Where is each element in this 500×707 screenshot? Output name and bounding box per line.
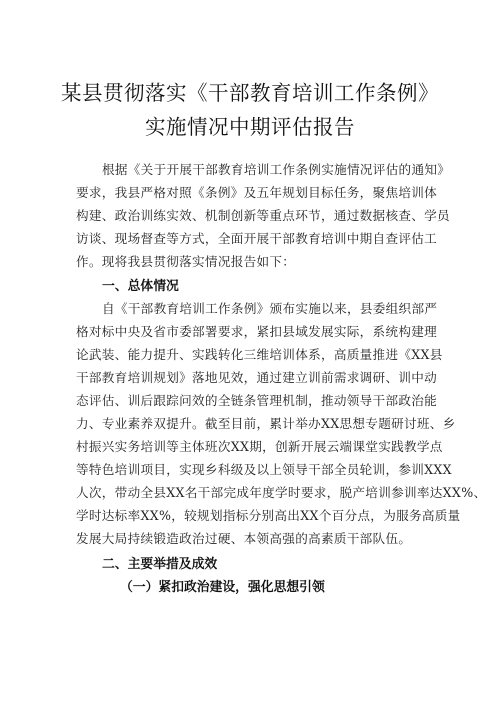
section1-line: 等特色培训项目，实现乡科级及以上领导干部全员轮训，参训XXX <box>76 462 452 477</box>
section1-line: 论武装、能力提升、实践转化三维培训体系，高质量推进《XX县 <box>76 347 443 362</box>
section-heading-measures: 二、主要举措及成效 <box>102 557 218 572</box>
section1-line: 村振兴实务培训等主体班次XX期，创新开展云端课堂实践教学点 <box>76 439 443 454</box>
section1-line: 态评估、训后跟踪问效的全链条管理机制，推动领导干部政治能 <box>76 393 438 408</box>
section1-line: 发展大局持续锻造政治过硬、本领高强的高素质干部队伍。 <box>76 531 412 546</box>
section1-line: 干部教育培训规划》落地见效，通过建立训前需求调研、训中动 <box>76 370 438 385</box>
section1-line: 自《干部教育培训工作条例》颁布实施以来，县委组织部严 <box>102 301 438 316</box>
section1-line: 格对标中央及省市委部署要求，紧扣县域发展实际，系统构建理 <box>76 324 438 339</box>
intro-line: 作。现将我县贯彻落实情况报告如下： <box>76 254 296 269</box>
document-title-line-1: 某县贯彻落实《干部教育培训工作条例》 <box>61 81 439 105</box>
section1-line: 人次，带动全县XX名干部完成年度学时要求，脱产培训参训率达XX%、 <box>76 485 487 500</box>
intro-line: 构建、政治训练实效、机制创新等重点环节，通过数据核查、学员 <box>76 208 450 223</box>
intro-line: 访谈、现场督查等方式，全面开展干部教育培训中期自查评估工 <box>76 231 438 246</box>
section1-line: 学时达标率XX%，较规划指标分别高出XX个百分点，为服务高质量 <box>76 508 461 523</box>
intro-line: 根据《关于开展干部教育培训工作条例实施情况评估的通知》 <box>102 162 451 177</box>
subsection-heading-political: （一）紧扣政治建设，强化思想引领 <box>120 580 325 595</box>
document-title-line-2: 实施情况中期评估报告 <box>145 115 355 139</box>
intro-line: 要求，我县严格对照《条例》及五年规划目标任务，聚焦培训体 <box>76 185 438 200</box>
section-heading-overview: 一、总体情况 <box>102 279 179 294</box>
section1-line: 力、专业素养双提升。截至目前，累计举办XX思想专题研讨班、乡 <box>76 416 456 431</box>
